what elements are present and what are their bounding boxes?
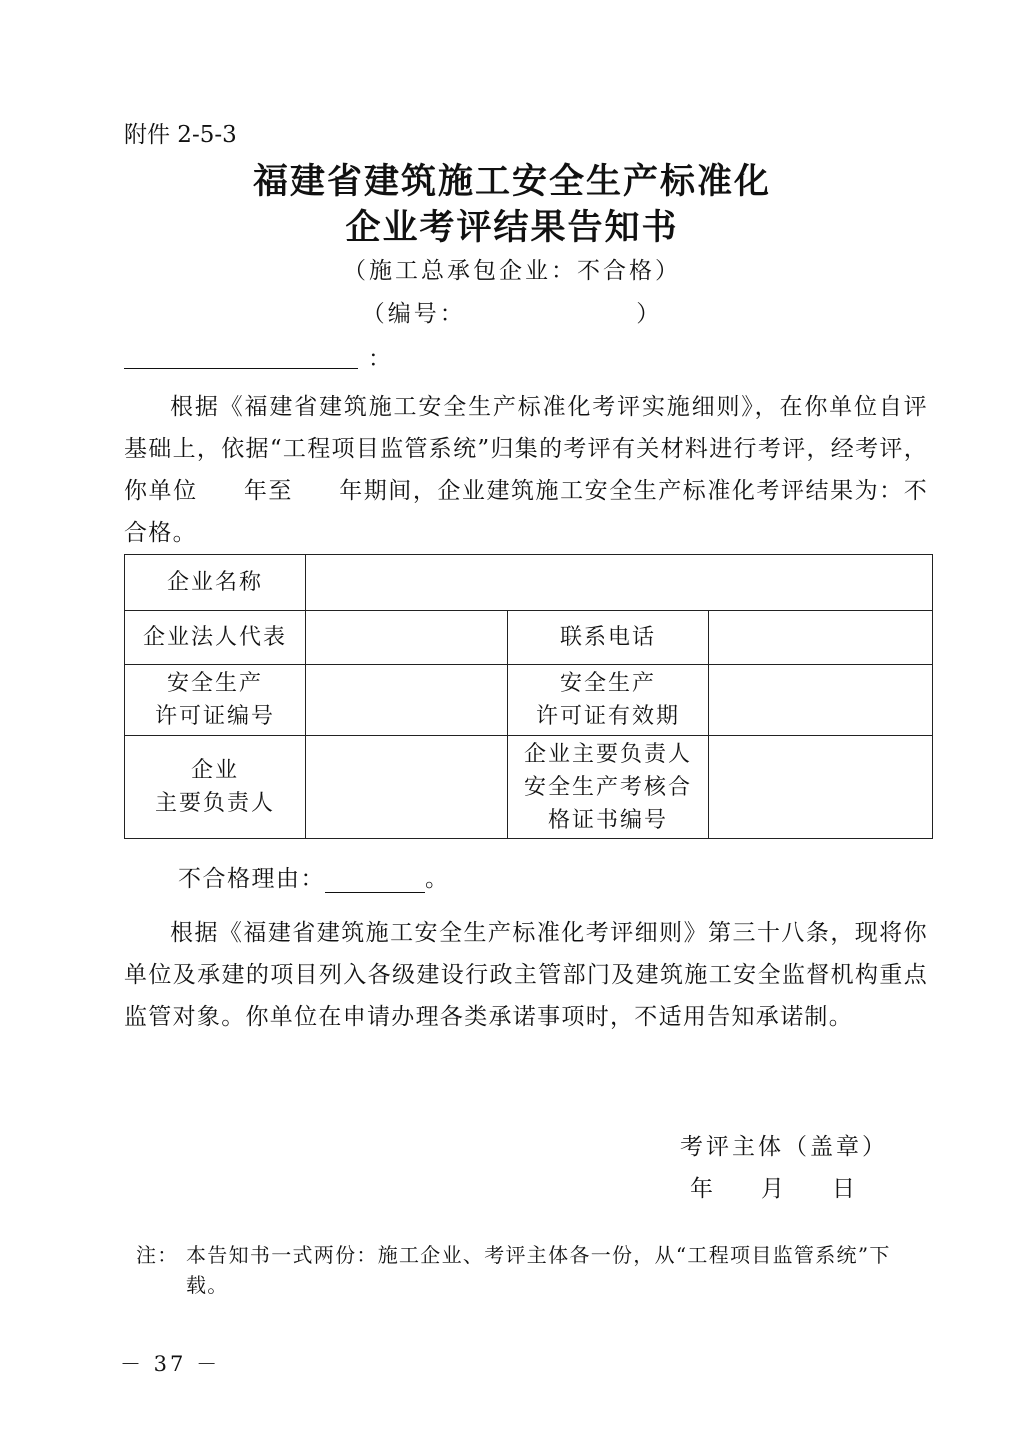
date-day: 日 <box>832 1176 855 1202</box>
permit-validity-label-line2: 许可证有效期 <box>535 704 680 729</box>
certificate-label-line2: 安全生产考核合 <box>523 774 692 800</box>
table-row <box>125 736 933 839</box>
intro-part2: 年至 <box>243 478 293 504</box>
fail-reason <box>178 860 450 893</box>
permit-validity-label-line1: 安全生产 <box>559 671 656 696</box>
legal-rep-value <box>306 611 508 665</box>
company-name-value <box>306 555 933 611</box>
permit-number-label-line2: 许可证编号 <box>154 704 275 729</box>
table-row <box>125 555 933 611</box>
certificate-label-line3: 格证书编号 <box>547 807 668 833</box>
fail-reason-end: 。 <box>425 866 450 892</box>
principal-label <box>125 736 306 839</box>
page-number: － 37 － <box>120 1352 221 1376</box>
certificate-label-line1: 企业主要负责人 <box>523 741 692 767</box>
footnote-text: 本告知书一式两份：施工企业、考评主体各一份，从“工程项目监管系统”下载。 <box>186 1243 891 1297</box>
permit-number-label <box>125 665 306 736</box>
certificate-label <box>508 736 709 839</box>
principal-label-line2: 主要负责人 <box>154 791 275 816</box>
principal-label-line1: 企业 <box>190 758 239 783</box>
permit-number-label-line1: 安全生产 <box>166 671 263 696</box>
permit-validity-value <box>709 665 933 736</box>
intro-part3: 年期间，企业建筑施工安全生产标准化考评结果为：不合格。 <box>124 478 928 546</box>
document-title-line2: 企业考评结果告知书 <box>345 208 679 248</box>
contact-phone-value <box>709 611 933 665</box>
date-month: 月 <box>761 1176 784 1202</box>
fail-reason-label: 不合格理由： <box>178 866 325 892</box>
document-subtitle: （施工总承包企业：不合格） <box>343 258 681 284</box>
addressee-colon: ： <box>368 346 391 372</box>
intro-paragraph <box>124 386 928 554</box>
permit-number-value <box>306 665 508 736</box>
consequence-paragraph: 根据《福建省建筑施工安全生产标准化考评细则》第三十八条，现将你单位及承建的项目列入各级建设行政主管部门及建筑施工安全监督机构重点监管对象。你单位在申请办理各类承诺事项时，不适用告知承诺制。 <box>124 920 928 1030</box>
attachment-label: 附件 2-5-3 <box>124 122 237 148</box>
company-name-label: 企业名称 <box>125 555 306 611</box>
contact-phone-label: 联系电话 <box>508 611 709 665</box>
footnote-label: 注： <box>136 1243 179 1267</box>
table-row <box>125 665 933 736</box>
principal-value <box>306 736 508 839</box>
legal-rep-label: 企业法人代表 <box>125 611 306 665</box>
footnote <box>136 1240 930 1300</box>
certificate-value <box>709 736 933 839</box>
permit-validity-label <box>508 665 709 736</box>
company-info-table <box>124 554 933 839</box>
fail-reason-blank <box>325 868 425 893</box>
evaluator-signature: 考评主体（盖章） <box>680 1134 888 1160</box>
intro-part1: 根据《福建省建筑施工安全生产标准化考评实施细则》，在你单位自评基础上，依据“工程项目监管系统”归集的考评有关材料进行考评，经考评，你单位 <box>124 394 928 504</box>
table-row <box>125 611 933 665</box>
serial-number: （编号： ） <box>361 301 663 327</box>
date-line <box>690 1170 855 1203</box>
document-title-line1: 福建省建筑施工安全生产标准化 <box>252 162 771 202</box>
date-year: 年 <box>690 1176 713 1202</box>
addressee-blank <box>124 340 358 369</box>
